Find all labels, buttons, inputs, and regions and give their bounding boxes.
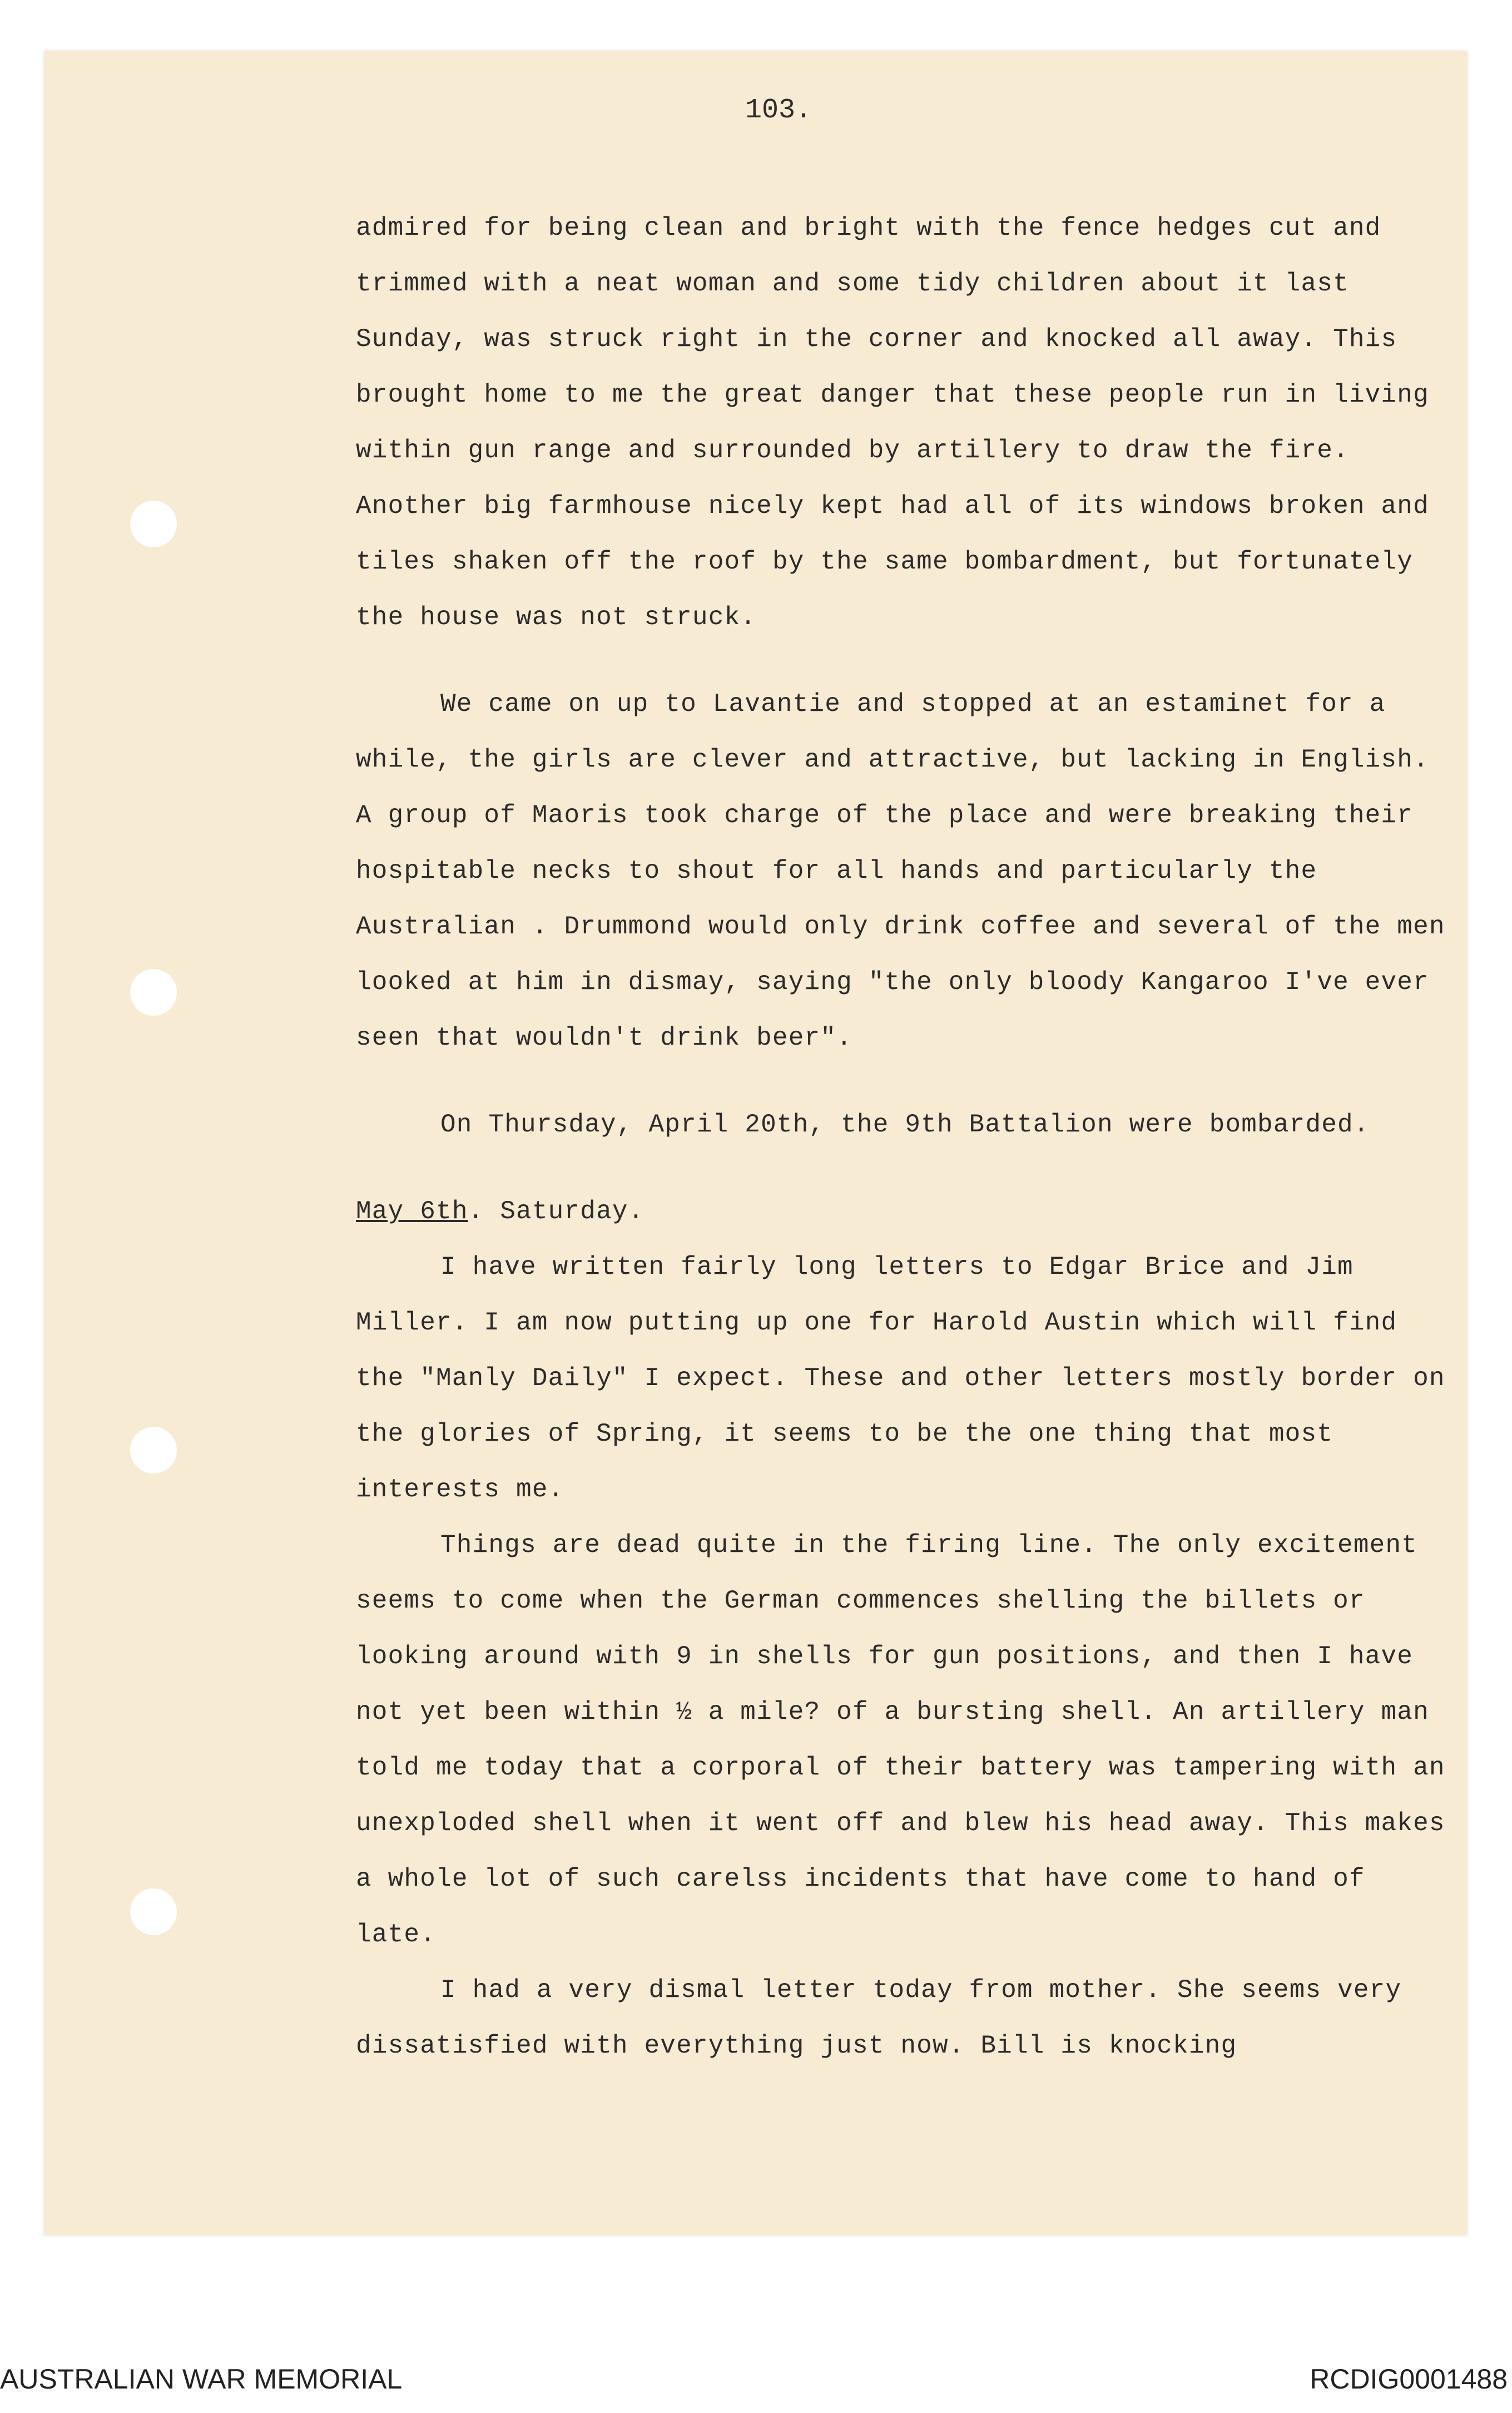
punch-hole [130,501,177,547]
footer-archive-name: AUSTRALIAN WAR MEMORIAL [0,2363,403,2395]
punch-hole [130,1427,177,1473]
entry-date: May 6th [356,1197,468,1226]
punch-hole [130,1888,177,1935]
punch-hole [130,969,177,1016]
paragraph: I had a very dismal letter today from mother. She seems very dissatisfied with everything just now. Bill is knocking [356,1976,1402,2060]
paragraph: On Thursday, April 20th, the 9th Battalion were bombarded. [440,1110,1370,1139]
paragraph: We came on up to Lavantie and stopped at an estaminet for a while, the girls are clever and attractive, but lacking in English. A group of Maoris took charge of the place and were breaking their hospitable necks to shout for all hands and particularly the Australian . Drummond would only drink coffee and several of the men looked at him in dismay, saying "the only bloody Kangaroo I've ever seen that wouldn't drink beer". [356,690,1445,1052]
typed-text [356,200,1446,2074]
footer-record-id: RCDIG0001488 [1310,2363,1508,2395]
paragraph: admired for being clean and bright with the fence hedges cut and trimmed with a neat woman and some tidy children about it last Sunday, was struck right in the corner and knocked all away. This brought home to me the great danger that these people run in living within gun range and surrounded by artillery to draw the fire. Another big farmhouse nicely kept had all of its windows broken and tiles shaken off the roof by the same bombardment, but fortunately the house was not struck. [356,214,1429,632]
entry-day: . Saturday. [468,1197,645,1226]
entry-heading [356,1184,1446,1239]
paragraph: Things are dead quite in the firing line. The only excitement seems to come when the German commences shelling the billets or looking around with 9 in shells for gun positions, and then I have not yet been within ½ a mile? of a bursting shell. An artillery man told me today that a corporal of their battery was tampering with an unexploded shell when it went off and blew his head away. This makes a whole lot of such carelss incidents that have come to hand of late. [356,1531,1445,1949]
paragraph: I have written fairly long letters to Edgar Brice and Jim Miller. I am now putting up one for Harold Austin which will find the "Manly Daily" I expect. These and other letters mostly border on the glories of Spring, it seems to be the one thing that most interests me. [356,1253,1445,1504]
page-number: 103. [745,95,812,126]
